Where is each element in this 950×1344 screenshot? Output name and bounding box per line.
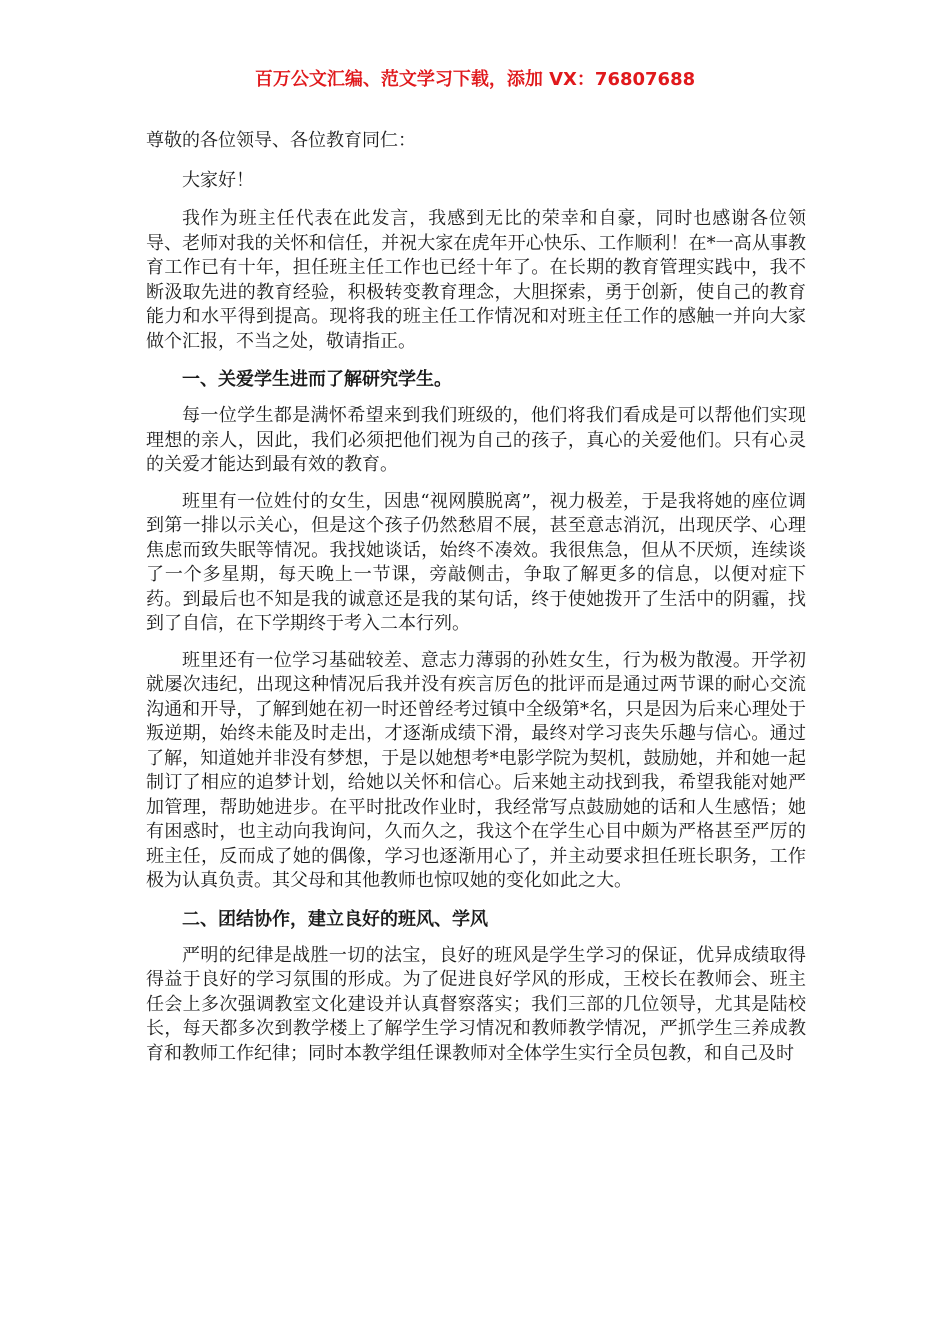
intro-paragraph: 我作为班主任代表在此发言，我感到无比的荣幸和自豪，同时也感谢各位领导、老师对我的关怀和信任，并祝大家在虎年开心快乐、工作顺利！在*一高从事教育工作已有十年，担任班主任工作也已经十年了。在长期的教育管理实践中，我不断汲取先进的教育经验，积极转变教育理念，大胆探索，勇于创新，使自己的教育能力和水平得到提高。现将我的班主任工作情况和对班主任工作的感触一并向大家做个汇报，不当之处，敬请指正。 [146, 208, 806, 352]
section-1-paragraph-1: 每一位学生都是满怀希望来到我们班级的，他们将我们看成是可以帮他们实现理想的亲人，因此，我们必须把他们视为自己的孩子，真心的关爱他们。只有心灵的关爱才能达到最有效的教育。 [146, 405, 806, 475]
greeting: 大家好！ [182, 170, 254, 191]
salutation: 尊敬的各位领导、各位教育同仁： [146, 130, 416, 151]
section-2-paragraph-1: 严明的纪律是战胜一切的法宝，良好的班风是学生学习的保证，优异成绩取得得益于良好的学习氛围的形成。为了促进良好学风的形成，王校长在教师会、班主任会上多次强调教室文化建设并认真督察落实；我们三部的几位领导，尤其是陆校长，每天都多次到教学楼上了解学生学习情况和教师教学情况，严抓学生三养成教育和教师工作纪律；同时本教学组任课教师对全体学生实行全员包教，和自己及时 [146, 944, 806, 1064]
document-body [146, 127, 806, 1078]
section-1-paragraph-2: 班里有一位姓付的女生，因患“视网膜脱离”，视力极差，于是我将她的座位调到第一排以示关心，但是这个孩子仍然愁眉不展，甚至意志消沉，出现厌学、心理焦虑而致失眠等情况。我找她谈话，始终不凑效。我很焦急，但从不厌烦，连续谈了一个多星期，每天晚上一节课，旁敲侧击，争取了解更多的信息，以便对症下药。到最后也不知是我的诚意还是我的某句话，终于使她拨开了生活中的阴霾，找到了自信，在下学期终于考入二本行列。 [146, 490, 806, 634]
section-1-paragraph-3: 班里还有一位学习基础较差、意志力薄弱的孙姓女生，行为极为散漫。开学初就屡次违纪，出现这种情况后我并没有疾言厉色的批评而是通过两节课的耐心交流沟通和开导，了解到她在初一时还曾经考过镇中全级第*名，只是因为后来心理处于叛逆期，始终未能及时走出，才逐渐成绩下滑，最终对学习丧失乐趣与信心。通过了解，知道她并非没有梦想，于是以她想考*电影学院为契机，鼓励她，并和她一起制订了相应的追梦计划，给她以关怀和信心。后来她主动找到我，希望我能对她严加管理，帮助她进步。在平时批改作业时，我经常写点鼓励她的话和人生感悟；她有困惑时，也主动向我询问，久而久之，我这个在学生心目中颇为严格甚至严厉的班主任，反而成了她的偶像，学习也逐渐用心了，并主动要求担任班长职务，工作极为认真负责。其父母和其他教师也惊叹她的变化如此之大。 [146, 649, 806, 891]
section-2-heading: 二、团结协作，建立良好的班风、学风 [182, 908, 488, 930]
section-1-heading: 一、关爱学生进而了解研究学生。 [182, 369, 452, 390]
watermark-header: 百万公文汇编、范文学习下载，添加 VX：76807688 [254, 69, 696, 90]
